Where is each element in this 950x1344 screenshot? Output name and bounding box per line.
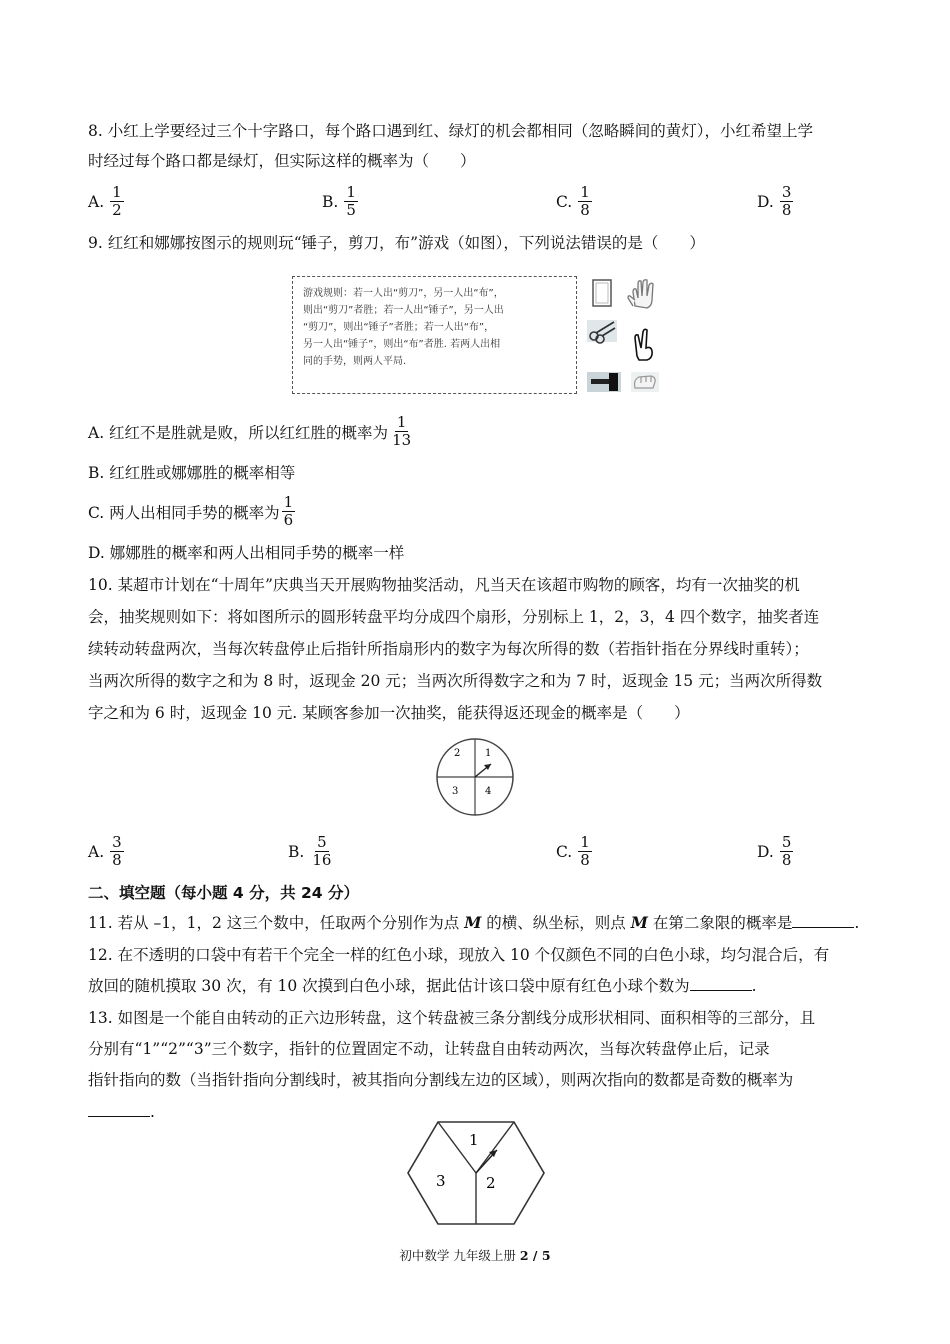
fist-icon bbox=[631, 372, 659, 392]
scissors-icon bbox=[587, 320, 617, 343]
circular-spinner bbox=[432, 734, 518, 820]
q8-line2: 时经过每个路口都是绿灯，但实际这样的概率为（ ） bbox=[88, 152, 476, 170]
q10-option-a: A. $\frac{3}{8}$ bbox=[88, 833, 122, 869]
sector-label: 3 bbox=[452, 786, 459, 797]
paper-icon bbox=[593, 280, 611, 306]
q13-line: 指针指向的数（当指针指向分割线时，被其指向分割线左边的区域），则两次指向的数都是奇数的概率为 bbox=[88, 1071, 794, 1089]
game-rules-box bbox=[292, 276, 577, 394]
rules-line: 另一人出“锤子”，则出“布”者胜. 若两人出相 bbox=[303, 339, 501, 350]
sector-label: 1 bbox=[485, 748, 492, 759]
q9-stem: 9. 红红和娜娜按图示的规则玩“锤子，剪刀，布”游戏（如图），下列说法错误的是（ ） bbox=[88, 234, 705, 252]
page-footer: 初中数学 九年级上册 2 / 5 bbox=[399, 1248, 551, 1263]
q9-option-d: D. 娜娜胜的概率和两人出相同手势的概率一样 bbox=[88, 544, 405, 562]
rules-line: 则出“剪刀”者胜；若一人出“锤子”，另一人出 bbox=[303, 305, 504, 316]
q10-line: 字之和为 6 时，返现金 10 元. 某顾客参加一次抽奖，能获得返还现金的概率是（ ） bbox=[88, 704, 690, 722]
rules-line: 游戏规则：若一人出“剪刀”，另一人出“布”， bbox=[303, 288, 504, 299]
q9-option-b: B. 红红胜或娜娜胜的概率相等 bbox=[88, 464, 296, 482]
q10-line: 续转动转盘两次，当每次转盘停止后指针所指扇形内的数字为每次所得的数（若指针指在分界线时重转）； bbox=[88, 640, 809, 658]
q8-option-c: C. $\frac{1}{8}$ bbox=[556, 183, 590, 219]
q8-option-d: D. $\frac{3}{8}$ bbox=[757, 183, 792, 219]
q12-line2: 放回的随机摸取 30 次，有 10 次摸到白色小球，据此估计该口袋中原有红色小球个数为 . bbox=[88, 977, 757, 995]
answer-blank bbox=[88, 1102, 150, 1117]
q13-line: 13. 如图是一个能自由转动的正六边形转盘，这个转盘被三条分割线分成形状相同、面积相等的三部分，且 bbox=[88, 1009, 816, 1027]
q13-line: 分别有“1”“2”“3”三个数字，指针的位置固定不动，让转盘自由转动两次，当每次转盘停止后，记录 bbox=[88, 1040, 770, 1058]
region-label: 3 bbox=[436, 1172, 446, 1190]
hammer-icon bbox=[587, 372, 621, 392]
region-label: 1 bbox=[469, 1131, 479, 1149]
q9-option-a: A. 红红不是胜就是败，所以红红胜的概率为 $\frac{1}{13}$ bbox=[88, 413, 412, 449]
q10-option-b: B. $\frac{5}{16}$ bbox=[288, 833, 332, 869]
region-label: 2 bbox=[486, 1174, 496, 1192]
sector-label: 4 bbox=[485, 786, 492, 797]
game-icons bbox=[585, 276, 665, 398]
section-heading: 二、填空题（每小题 4 分，共 24 分） bbox=[88, 884, 359, 902]
q10-line: 当两次所得的数字之和为 8 时，返现金 20 元；当两次所得数字之和为 7 时，返现金 15 元；当两次所得数 bbox=[88, 672, 823, 690]
q12-line1: 12. 在不透明的口袋中有若干个完全一样的红色小球，现放入 10 个仅颜色不同的白色小球，均匀混合后，有 bbox=[88, 946, 830, 964]
q9-option-c: C. 两人出相同手势的概率为 $\frac{1}{6}$ bbox=[88, 493, 294, 529]
victory-hand-icon bbox=[635, 329, 652, 360]
hexagon-spinner bbox=[404, 1118, 548, 1228]
q10-option-d: D. $\frac{5}{8}$ bbox=[757, 833, 792, 869]
q10-line: 10. 某超市计划在“十周年”庆典当天开展购物抽奖活动，凡当天在该超市购物的顾客，均有一次抽奖的机 bbox=[88, 576, 800, 594]
q8-line1: 8. 小红上学要经过三个十字路口，每个路口遇到红、绿灯的机会都相同（忽略瞬间的黄灯），小红希望上学 bbox=[88, 122, 813, 140]
open-hand-icon bbox=[628, 280, 653, 308]
q13-answer-line: . bbox=[88, 1101, 155, 1123]
answer-blank bbox=[792, 913, 854, 928]
rules-line: “剪刀”，则出“锤子”者胜；若一人出“布”， bbox=[303, 322, 495, 333]
q8-option-b: B. $\frac{1}{5}$ bbox=[322, 183, 356, 219]
q8-option-a: A. $\frac{1}{2}$ bbox=[88, 183, 122, 219]
rules-line: 同的手势，则两人平局. bbox=[303, 356, 407, 367]
sector-label: 2 bbox=[454, 748, 461, 759]
answer-blank bbox=[690, 976, 752, 991]
q10-option-c: C. $\frac{1}{8}$ bbox=[556, 833, 590, 869]
q11: 11. 若从 –1，1，2 这三个数中，任取两个分别作为点 M 的横、纵坐标，则点 M 在第二象限的概率是 . bbox=[88, 913, 860, 932]
q10-line: 会，抽奖规则如下：将如图所示的圆形转盘平均分成四个扇形，分别标上 1，2，3，4 四个数字，抽奖者连 bbox=[88, 608, 820, 626]
